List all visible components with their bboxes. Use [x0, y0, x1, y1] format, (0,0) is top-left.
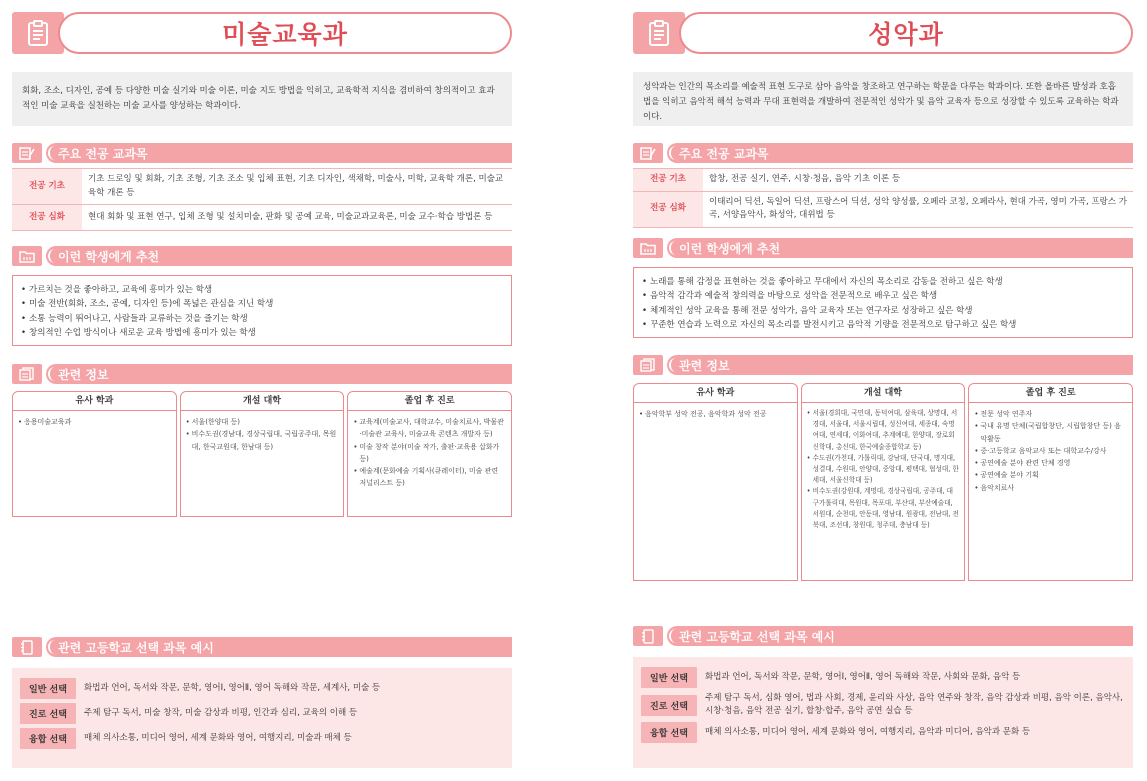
course-label: 전공 심화	[12, 205, 82, 231]
table-row	[641, 692, 1125, 718]
course-label: 전공 기초	[12, 169, 82, 205]
department-title-bar	[12, 12, 512, 54]
left-page-art-education	[12, 0, 512, 781]
course-value: 합창, 전공 실기, 연주, 시창·청음, 음악 기초 이론 등	[703, 169, 1133, 192]
department-intro: 회화, 조소, 디자인, 공예 등 다양한 미술 실기와 미술 이론, 미술 지도 방법을 익히고, 교육학적 지식을 겸비하여 창의적이고 효과적인 미술 교육을 실천하는 미술 교사를 양성하는 학과이다.	[12, 72, 512, 126]
list-item: • 공연예술 분야 기획	[974, 469, 1127, 481]
list-item: • 가르치는 것을 좋아하고, 교육에 흥미가 있는 학생	[21, 283, 503, 297]
list-item: • 꾸준한 연습과 노력으로 자신의 목소리를 발전시키고 음악적 기량을 전문적으로 탐구하고 싶은 학생	[642, 318, 1124, 332]
folder-icon	[12, 246, 42, 266]
section-header-recommend	[633, 238, 1133, 258]
department-title: 성악과	[868, 20, 944, 49]
course-label: 전공 심화	[633, 191, 703, 227]
courses-table	[12, 168, 512, 231]
highschool-subjects	[12, 668, 512, 768]
table-row	[633, 191, 1133, 227]
list-item: • 전문 성악 연주자	[974, 408, 1127, 420]
section-header-recommend	[12, 246, 512, 266]
subject-value: 화법과 언어, 독서와 작문, 문학, 영어Ⅰ, 영어Ⅱ, 영어 독해와 작문, 사회와 문화, 음악 등	[705, 671, 1021, 682]
department-intro: 성악과는 인간의 목소리를 예술적 표현 도구로 삼아 음악을 창조하고 연구하는 학문을 다루는 학과이다. 또한 올바른 발성과 호흡법을 익히고 음악적 해석 능력과 무대 표현력을 개발하여 전문적인 성악가 및 음악 교육자 등으로 성장할 수 있도록 교육하는 학과이다.	[633, 72, 1133, 126]
related-info-grid	[12, 391, 512, 517]
courses-table	[633, 168, 1133, 228]
list-item: • 응용미술교육과	[18, 416, 171, 428]
list-item: • 공연예술 분야 관련 단체 경영	[974, 457, 1127, 469]
list-item: • 교육계(미술교사, 대학교수, 미술치료사, 박물관·미술관 교육사, 미술교육 콘텐츠 개발자 등)	[353, 416, 506, 441]
subject-value: 매체 의사소통, 미디어 영어, 세계 문화와 영어, 여행지리, 음악과 미디어, 음악과 문화 등	[705, 727, 1031, 738]
highschool-subjects	[633, 657, 1133, 768]
column-header: 개설 대학	[180, 391, 345, 411]
course-value: 이태리어 딕션, 독일어 딕션, 프랑스어 딕션, 성악 양성률, 오페라 코칭, 오페라사, 현대 가곡, 영미 가곡, 프랑스 가곡, 서양음악사, 화성악, 대위법 등	[703, 191, 1133, 227]
section-title: 관련 정보	[679, 358, 730, 373]
section-header-courses	[12, 143, 512, 163]
subject-value: 주제 탐구 독서, 미술 창작, 미술 감상과 비평, 인간과 심리, 교육의 이해 등	[84, 707, 358, 718]
phone-book-icon	[633, 626, 663, 646]
similar-majors-column	[633, 383, 798, 581]
course-label: 전공 기초	[633, 169, 703, 192]
careers-column	[347, 391, 512, 517]
list-item: • 소통 능력이 뛰어나고, 사람들과 교류하는 것을 즐기는 학생	[21, 312, 503, 326]
subject-value: 화법과 언어, 독서와 작문, 문학, 영어Ⅰ, 영어Ⅱ, 영어 독해와 작문, 세계사, 미술 등	[84, 682, 381, 693]
column-header: 졸업 후 진로	[968, 383, 1133, 403]
section-header-highschool	[12, 637, 512, 657]
section-header-info	[633, 355, 1133, 375]
table-row	[20, 728, 504, 749]
subject-value: 매체 의사소통, 미디어 영어, 세계 문화와 영어, 여행지리, 미술과 매체 등	[84, 732, 352, 743]
list-item: • 서울(한양대 등)	[186, 416, 339, 428]
list-item: • 예술계(문화예술 기획사(큐레이터), 미술 관련 저널리스트 등)	[353, 465, 506, 490]
list-item: • 음악치료사	[974, 482, 1127, 494]
column-header: 졸업 후 진로	[347, 391, 512, 411]
notebook-pen-icon	[12, 143, 42, 163]
section-title: 이런 학생에게 추천	[58, 249, 160, 264]
list-item: • 중·고등학교 음악교사 또는 대학교수/강사	[974, 445, 1127, 457]
column-header: 유사 학과	[12, 391, 177, 411]
phone-book-icon	[12, 637, 42, 657]
recommend-list	[633, 267, 1133, 338]
course-value: 현대 회화 및 표현 연구, 입체 조형 및 설치미술, 판화 및 공예 교육, 미술교과교육론, 미술 교수·학습 방법론 등	[82, 205, 512, 231]
department-title: 미술교육과	[222, 20, 348, 49]
column-header: 개설 대학	[801, 383, 966, 403]
right-page-vocal-music	[633, 0, 1133, 781]
section-title: 주요 전공 교과목	[58, 146, 148, 161]
subject-value: 주제 탐구 독서, 심화 영어, 법과 사회, 경제, 윤리와 사상, 음악 연주와 창작, 음악 감상과 비평, 음악 이론, 음악사, 시창·청음, 음악 전공 실기, 합창·합주, 음악 공연 실습 등	[705, 693, 1123, 717]
section-header-highschool	[633, 626, 1133, 646]
subject-label: 융합 선택	[20, 728, 76, 749]
careers-column	[968, 383, 1133, 581]
list-item: • 노래를 통해 감정을 표현하는 것을 좋아하고 무대에서 자신의 목소리로 감동을 전하고 싶은 학생	[642, 275, 1124, 289]
universities-column	[801, 383, 966, 581]
table-row	[12, 205, 512, 231]
universities-column	[180, 391, 345, 517]
department-title-bar	[633, 12, 1133, 54]
table-row	[20, 678, 504, 699]
list-item: • 수도권(가천대, 가톨릭대, 강남대, 단국대, 명지대, 성결대, 수원대, 안양대, 중앙대, 평택대, 협성대, 한세대, 서울신학대 등)	[807, 453, 960, 487]
section-title: 관련 고등학교 선택 과목 예시	[58, 640, 214, 655]
list-item: • 국내 유명 단체(국립합창단, 시립합창단 등) 음악활동	[974, 420, 1127, 445]
subject-label: 일반 선택	[20, 678, 76, 699]
list-item: • 체계적인 성악 교육을 통해 전문 성악가, 음악 교육자 또는 연구자로 성장하고 싶은 학생	[642, 304, 1124, 318]
table-row	[20, 703, 504, 724]
list-item: • 창의적인 수업 방식이나 새로운 교육 방법에 흥미가 있는 학생	[21, 326, 503, 340]
table-row	[641, 667, 1125, 688]
folder-icon	[633, 238, 663, 258]
section-header-courses	[633, 143, 1133, 163]
recommend-list	[12, 275, 512, 346]
table-row	[641, 722, 1125, 743]
section-title: 관련 정보	[58, 367, 109, 382]
list-item: • 미술 창작 분야(미술 작가, 출판·교육용 삽화가 등)	[353, 441, 506, 466]
section-title: 주요 전공 교과목	[679, 146, 769, 161]
section-title: 관련 고등학교 선택 과목 예시	[679, 629, 835, 644]
table-row	[633, 169, 1133, 192]
list-item: • 음악적 감각과 예술적 창의력을 바탕으로 성악을 전문적으로 배우고 싶은 학생	[642, 289, 1124, 303]
documents-icon	[12, 364, 42, 384]
list-item: • 비수도권(강원대, 계명대, 경상국립대, 공주대, 대구가톨릭대, 목원대, 목포대, 부산대, 부산예술대, 서원대, 순천대, 안동대, 영남대, 원광대, 전남대, 전북대, 조선대, 창원대, 청주대, 충남대 등)	[807, 486, 960, 531]
related-info-grid	[633, 383, 1133, 581]
subject-label: 융합 선택	[641, 722, 697, 743]
course-value: 기초 드로잉 및 회화, 기초 조형, 기초 조소 및 입체 표현, 기초 디자인, 색채학, 미술사, 미학, 교육학 개론, 미술교육학 개론 등	[82, 169, 512, 205]
subject-label: 진로 선택	[20, 703, 76, 724]
list-item: • 미술 전반(회화, 조소, 공예, 디자인 등)에 폭넓은 관심을 지닌 학생	[21, 297, 503, 311]
clipboard-icon	[12, 12, 64, 54]
clipboard-icon	[633, 12, 685, 54]
section-header-info	[12, 364, 512, 384]
list-item: • 서울(경희대, 국민대, 동덕여대, 삼육대, 상명대, 서경대, 서울대, 서울시립대, 성신여대, 세종대, 숙명여대, 연세대, 이화여대, 추계예대, 한양대, 장로회신학대, 총신대, 한국예술종합학교 등)	[807, 408, 960, 453]
list-item: • 비수도권(경남대, 경상국립대, 국립공주대, 목원대, 한국교원대, 한남대 등)	[186, 428, 339, 453]
section-title: 이런 학생에게 추천	[679, 241, 781, 256]
notebook-pen-icon	[633, 143, 663, 163]
table-row	[12, 169, 512, 205]
documents-icon	[633, 355, 663, 375]
subject-label: 진로 선택	[641, 695, 697, 716]
column-header: 유사 학과	[633, 383, 798, 403]
similar-majors-column	[12, 391, 177, 517]
list-item: • 음악학부 성악 전공, 음악학과 성악 전공	[639, 408, 792, 420]
subject-label: 일반 선택	[641, 667, 697, 688]
